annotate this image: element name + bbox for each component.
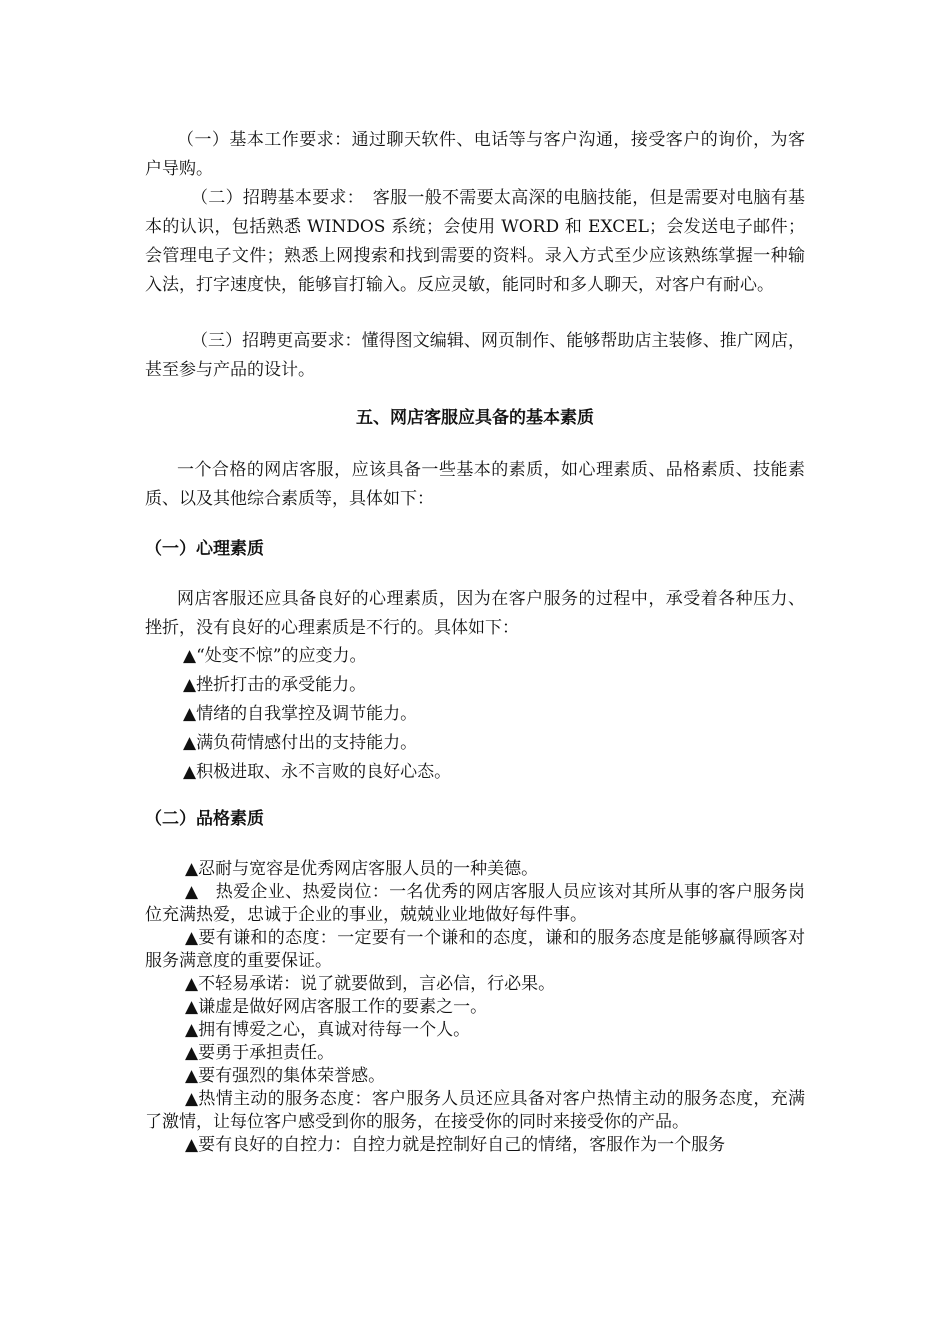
character-list [145, 858, 805, 1157]
intro-paragraph: 一个合格的网店客服，应该具备一些基本的素质，如心理素质、品格素质、技能素质、以及其他综合素质等，具体如下： [145, 460, 805, 509]
list-item: ▲要有良好的自控力：自控力就是控制好自己的情绪，客服作为一个服务 [185, 1135, 726, 1155]
list-item: ▲忍耐与宽容是优秀网店客服人员的一种美德。 [185, 859, 539, 879]
list-item: ▲ 热爱企业、热爱岗位：一名优秀的网店客服人员应该对其所从事的客户服务岗位充满热爱，忠诚于企业的事业，兢兢业业地做好每件事。 [145, 882, 805, 925]
list-item: ▲挫折打击的承受能力。 [183, 675, 367, 695]
list-item: ▲拥有博爱之心，真诚对待每一个人。 [185, 1020, 471, 1040]
requirement-advanced-hiring: （三）招聘更高要求：懂得图文编辑、网页制作、能够帮助店主装修、推广网店，甚至参与产品的设计。 [145, 331, 805, 380]
psych-paragraph: 网店客服还应具备良好的心理素质，因为在客户服务的过程中，承受着各种压力、挫折，没有良好的心理素质是不行的。具体如下： [145, 589, 805, 638]
requirement-basic-hiring: （二）招聘基本要求： 客服一般不需要太高深的电脑技能，但是需要对电脑有基本的认识，包括熟悉 WINDOS 系统；会使用 WORD 和 EXCEL；会发送电子邮件；会管理电子文件；熟悉上网搜索和找到需要的资料。录入方式至少应该熟练掌握一种输入法，打字速度快，能够盲打输入。反应灵敏，能同时和多人聊天，对客户有耐心。 [145, 188, 805, 295]
character-heading: （二）品格素质 [145, 809, 264, 829]
list-item: ▲满负荷情感付出的支持能力。 [183, 733, 418, 753]
list-item: ▲谦虚是做好网店客服工作的要素之一。 [185, 997, 488, 1017]
section-title: 五、网店客服应具备的基本素质 [356, 408, 594, 428]
list-item: ▲积极进取、永不言败的良好心态。 [183, 762, 452, 782]
list-item: ▲情绪的自我掌控及调节能力。 [183, 704, 418, 724]
list-item: ▲“处变不惊”的应变力。 [183, 646, 367, 666]
list-item: ▲要勇于承担责任。 [185, 1043, 335, 1063]
psych-list [145, 642, 805, 787]
psych-heading: （一）心理素质 [145, 539, 264, 559]
list-item: ▲不轻易承诺：说了就要做到，言必信，行必果。 [185, 974, 556, 994]
list-item: ▲热情主动的服务态度：客户服务人员还应具备对客户热情主动的服务态度，充满了激情，让每位客户感受到你的服务，在接受你的同时来接受你的产品。 [145, 1089, 805, 1132]
list-item: ▲要有强烈的集体荣誉感。 [185, 1066, 386, 1086]
requirement-basic-work: （一）基本工作要求：通过聊天软件、电话等与客户沟通，接受客户的询价，为客户导购。 [145, 130, 805, 179]
list-item: ▲要有谦和的态度：一定要有一个谦和的态度，谦和的服务态度是能够赢得顾客对服务满意度的重要保证。 [145, 928, 805, 971]
